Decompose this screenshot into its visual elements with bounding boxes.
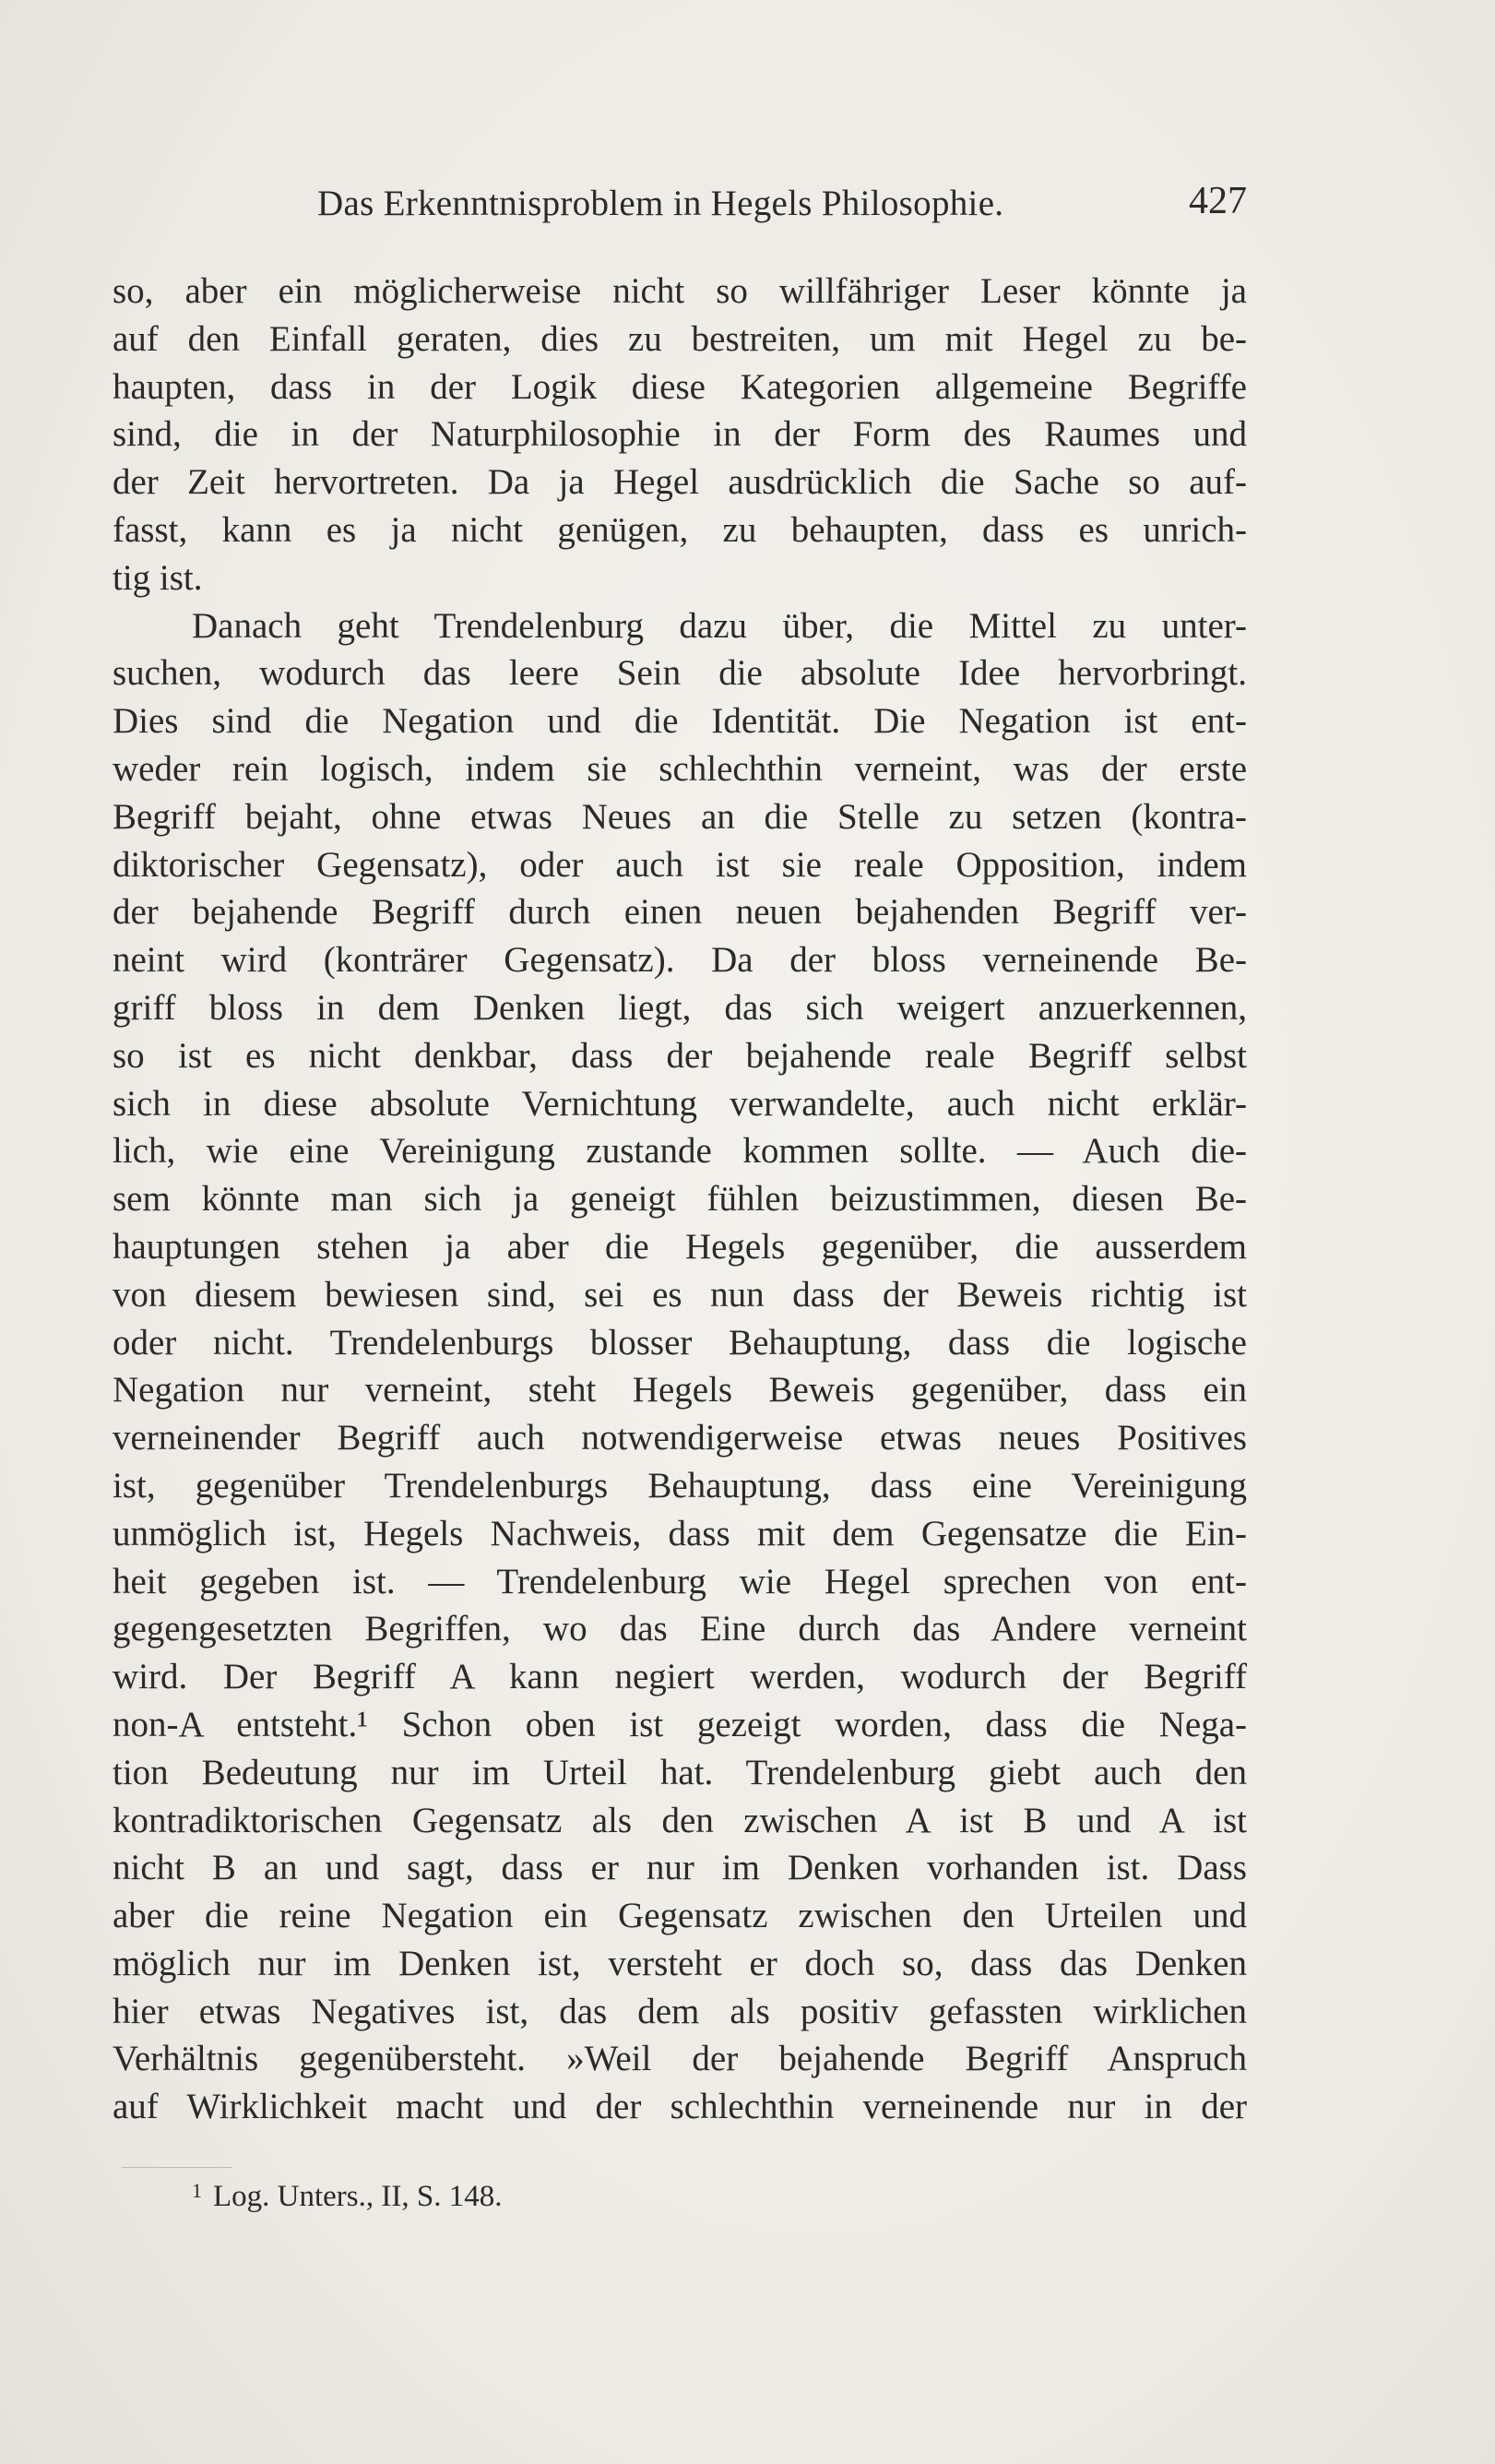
text-line: Verhältnis gegenübersteht. »Weil der bejahende Begriff Anspruch [113, 2039, 1247, 2079]
text-line: der bejahende Begriff durch einen neuen bejahenden Begriff ver- [113, 892, 1247, 933]
page-header [113, 180, 1247, 238]
text-line: nicht B an und sagt, dass er nur im Denken vorhanden ist. Dass [113, 1848, 1247, 1888]
text-line: kontradiktorischen Gegensatz als den zwischen A ist B und A ist [113, 1800, 1247, 1840]
text-line: tig ist. [113, 557, 203, 598]
text-line: diktorischer Gegensatz), oder auch ist sie reale Opposition, indem [113, 844, 1247, 885]
footnote [113, 2168, 1326, 2220]
text-line: gegengesetzten Begriffen, wo das Eine durch das Andere verneint [113, 1609, 1247, 1649]
text-line: hauptungen stehen ja aber die Hegels gegenüber, die ausserdem [113, 1226, 1247, 1267]
text-line: oder nicht. Trendelenburgs blosser Behauptung, dass die logische [113, 1322, 1247, 1363]
footnote-marker: 1 [192, 2179, 202, 2202]
text-line: aber die reine Negation ein Gegensatz zwischen den Urteilen und [113, 1896, 1247, 1936]
text-line: fasst, kann es ja nicht genügen, zu behaupten, dass es unrich- [113, 509, 1247, 550]
running-title: Das Erkenntnisproblem in Hegels Philosophie. [317, 184, 1004, 223]
text-line: so ist es nicht denkbar, dass der bejahende reale Begriff selbst [113, 1035, 1247, 1076]
text-line: so, aber ein möglicherweise nicht so willfähriger Leser könnte ja [113, 271, 1247, 311]
text-line: von diesem bewiesen sind, sei es nun dass der Beweis richtig ist [113, 1274, 1247, 1315]
text-line: haupten, dass in der Logik diese Kategorien allgemeine Begriffe [113, 366, 1247, 407]
text-line: weder rein logisch, indem sie schlechthin verneint, was der erste [113, 748, 1247, 789]
text-line: möglich nur im Denken ist, versteht er doch so, dass das Denken [113, 1943, 1247, 1983]
text-line: sind, die in der Naturphilosophie in der Form des Raumes und [113, 414, 1247, 455]
text-line: unmöglich ist, Hegels Nachweis, dass mit dem Gegensatze die Ein- [113, 1513, 1247, 1553]
text-line: ist, gegenüber Trendelenburgs Behauptung, dass eine Vereinigung [113, 1465, 1247, 1506]
text-line: wird. Der Begriff A kann negiert werden, wodurch der Begriff [113, 1657, 1247, 1697]
text-line: Danach geht Trendelenburg dazu über, die Mittel zu unter- [192, 605, 1247, 646]
text-line: Negation nur verneint, steht Hegels Beweis gegenüber, dass ein [113, 1370, 1247, 1411]
text-line: hier etwas Negatives ist, das dem als positiv gefassten wirklichen [113, 1991, 1247, 2031]
footnote-text: Log. Unters., II, S. 148. [213, 2180, 503, 2213]
text-line: Dies sind die Negation und die Identität. Die Negation ist ent- [113, 701, 1247, 742]
text-line: auf Wirklichkeit macht und der schlechthin verneinende nur in der [113, 2087, 1247, 2127]
text-line: sich in diese absolute Vernichtung verwandelte, auch nicht erklär- [113, 1083, 1247, 1124]
text-line: Begriff bejaht, ohne etwas Neues an die Stelle zu setzen (kontra- [113, 796, 1247, 837]
text-line: non-A entsteht.¹ Schon oben ist gezeigt worden, dass die Nega- [113, 1704, 1247, 1744]
text-line: verneinender Begriff auch notwendigerweise etwas neues Positives [113, 1418, 1247, 1458]
text-line: sem könnte man sich ja geneigt fühlen beizustimmen, diesen Be- [113, 1179, 1247, 1220]
body-text [113, 268, 1247, 2131]
text-line: suchen, wodurch das leere Sein die absolute Idee hervorbringt. [113, 653, 1247, 694]
text-line: griff bloss in dem Denken liegt, das sich weigert anzuerkennen, [113, 987, 1247, 1028]
text-line: lich, wie eine Vereinigung zustande kommen sollte. — Auch die- [113, 1131, 1247, 1172]
text-line: neint wird (konträrer Gegensatz). Da der bloss verneinende Be- [113, 940, 1247, 981]
text-line: tion Bedeutung nur im Urteil hat. Trendelenburg giebt auch den [113, 1752, 1247, 1792]
text-line: auf den Einfall geraten, dies zu bestreiten, um mit Hegel zu be- [113, 318, 1247, 359]
text-line: der Zeit hervortreten. Da ja Hegel ausdrücklich die Sache so auf- [113, 462, 1247, 503]
text-line: heit gegeben ist. — Trendelenburg wie Hegel sprechen von ent- [113, 1561, 1247, 1601]
page-number: 427 [1189, 180, 1247, 222]
